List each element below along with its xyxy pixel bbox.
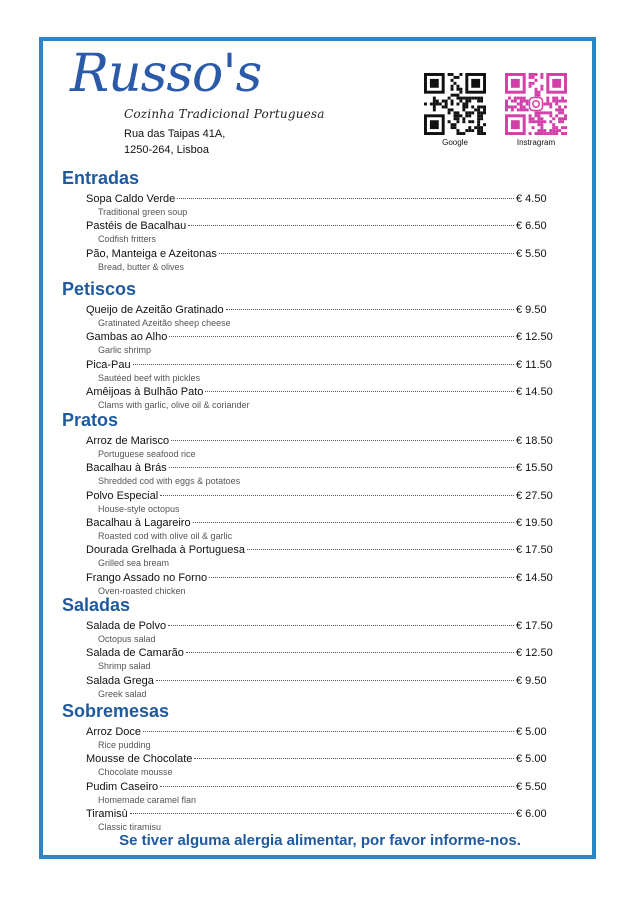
menu-item-description: Garlic shrimp: [98, 345, 152, 356]
menu-item-name: Arroz Doce: [86, 726, 142, 738]
menu-item-description: Shredded cod with eggs & potatoes: [98, 476, 241, 487]
section-title-petiscos: Petiscos: [62, 279, 137, 299]
menu-item-description: Greek salad: [98, 688, 147, 699]
dot-leader: [219, 253, 514, 254]
menu-item-name: Amêijoas à Bulhão Pato: [86, 385, 204, 398]
menu-item-name: Salada Grega: [86, 674, 154, 687]
restaurant-address: [124, 126, 225, 158]
menu-item-price: € 4.50: [516, 193, 547, 205]
menu-item: [86, 517, 556, 529]
dot-leader: [226, 309, 514, 310]
menu-item-description: Codfish fritters: [98, 234, 157, 245]
menu-item-description: Gratinated Azeitão sheep cheese: [98, 318, 231, 328]
menu-item: [86, 359, 556, 371]
menu-item: [86, 572, 556, 584]
menu-item-description: Shrimp salad: [98, 661, 151, 672]
menu-item-name: Salada de Polvo: [86, 620, 167, 632]
menu-item: [86, 781, 556, 793]
menu-item-price: € 6.50: [516, 220, 547, 233]
menu-item-description: Grilled sea bream: [98, 558, 170, 569]
section-title-sobremesas: Sobremesas: [62, 701, 170, 721]
allergy-notice: Se tiver alguma alergia alimentar, por favor informe-nos.: [119, 832, 521, 849]
address-line-1: Rua das Taipas 41A,: [124, 128, 226, 140]
dot-leader: [160, 786, 514, 787]
google-qr-code[interactable]: [424, 73, 486, 135]
menu-item-name: Bacalhau à Lagareiro: [86, 516, 191, 529]
menu-item-name: Pudim Caseiro: [86, 780, 159, 793]
menu-item-price: € 9.50: [516, 304, 547, 316]
menu-item: [86, 248, 556, 260]
dot-leader: [193, 522, 514, 523]
dot-leader: [186, 652, 514, 653]
restaurant-logo: Russo's: [70, 44, 262, 104]
menu-item: [86, 753, 556, 765]
dot-leader: [188, 225, 514, 226]
menu-item-price: € 12.50: [516, 331, 553, 344]
menu-item: [86, 304, 556, 316]
menu-item-price: € 14.50: [516, 571, 553, 584]
menu-item-price: € 14.50: [516, 385, 553, 398]
dot-leader: [160, 495, 514, 496]
menu-item-name: Sopa Caldo Verde: [86, 193, 176, 205]
menu-item-description: Rice pudding: [98, 740, 151, 750]
menu-item-price: € 5.50: [516, 780, 547, 793]
menu-item: [86, 331, 556, 343]
dot-leader: [209, 577, 514, 578]
dot-leader: [133, 364, 514, 365]
menu-item: [86, 647, 556, 659]
address-line-2: 1250-264, Lisboa: [124, 144, 210, 156]
menu-item-description: Classic tiramisu: [98, 821, 162, 832]
menu-item-price: € 17.50: [516, 620, 553, 632]
menu-item-price: € 17.50: [516, 544, 553, 557]
dot-leader: [169, 467, 514, 468]
menu-item-price: € 27.50: [516, 489, 553, 502]
menu-item: [86, 544, 556, 556]
menu-item-price: € 5.50: [516, 247, 547, 260]
menu-item-name: Pão, Manteiga e Azeitonas: [86, 247, 217, 260]
menu-item: [86, 726, 556, 738]
menu-item-price: € 11.50: [516, 358, 552, 371]
section-title-pratos: Pratos: [62, 410, 119, 430]
dot-leader: [168, 625, 514, 626]
instagram-icon: [530, 98, 543, 111]
menu-item-description: Clams with garlic, olive oil & coriander: [98, 399, 250, 410]
menu-item-name: Salada de Camarão: [86, 647, 184, 660]
menu-item-description: Oven-roasted chicken: [98, 585, 186, 596]
dot-leader: [156, 680, 514, 681]
menu-item-price: € 12.50: [516, 647, 553, 660]
dot-leader: [143, 731, 514, 732]
menu-item-name: Frango Assado no Forno: [86, 571, 208, 584]
menu-item-name: Dourada Grelhada à Portuguesa: [86, 544, 245, 557]
menu-item-description: Portuguese seafood rice: [98, 449, 196, 459]
menu-item-price: € 19.50: [516, 516, 553, 529]
menu-item-description: Octopus salad: [98, 634, 156, 644]
menu-item-description: Homemade caramel flan: [98, 794, 197, 805]
menu-item-price: € 15.50: [516, 462, 553, 475]
menu-item: [86, 620, 556, 632]
section-title-entradas: Entradas: [62, 168, 140, 188]
menu-item-name: Tiramisù: [86, 807, 128, 820]
menu-item-price: € 5.00: [516, 753, 547, 766]
menu-item: [86, 386, 556, 398]
instagram-qr-code[interactable]: [505, 73, 567, 135]
menu-item-name: Pastéis de Bacalhau: [86, 220, 187, 233]
menu-item: [86, 808, 556, 820]
menu-item: [86, 193, 556, 205]
menu-item-description: Sautéed beef with pickles: [98, 372, 201, 383]
dot-leader: [205, 391, 514, 392]
menu-item: [86, 220, 556, 232]
instagram-qr-label: Instragram: [516, 138, 556, 147]
menu-item-name: Arroz de Marisco: [86, 435, 170, 447]
dot-leader: [247, 549, 514, 550]
dot-leader: [169, 336, 514, 337]
menu-item-name: Polvo Especial: [86, 489, 159, 502]
menu-item-description: Roasted cod with olive oil & garlic: [98, 530, 233, 541]
dot-leader: [130, 813, 514, 814]
dot-leader: [177, 198, 514, 199]
menu-item-name: Queijo de Azeitão Gratinado: [86, 304, 224, 316]
menu-item: [86, 435, 556, 447]
menu-item-price: € 5.00: [516, 726, 547, 738]
menu-item-name: Mousse de Chocolate: [86, 753, 193, 766]
menu-item-price: € 9.50: [516, 674, 547, 687]
section-title-saladas: Saladas: [62, 595, 131, 615]
restaurant-tagline: Cozinha Tradicional Portuguesa: [124, 107, 325, 121]
menu-item-name: Bacalhau à Brás: [86, 462, 167, 475]
menu-item-price: € 18.50: [516, 435, 553, 447]
menu-item-price: € 6.00: [516, 807, 547, 820]
menu-item-description: Bread, butter & olives: [98, 261, 185, 272]
dot-leader: [194, 758, 514, 759]
menu-item: [86, 490, 556, 502]
google-qr-label: Google: [442, 138, 468, 147]
menu-item: [86, 462, 556, 474]
menu-item-name: Pica-Pau: [86, 358, 131, 371]
menu-item-description: House-style octopus: [98, 503, 180, 514]
menu-item: [86, 675, 556, 687]
menu-item-description: Chocolate mousse: [98, 767, 173, 778]
menu-item-description: Traditional green soup: [98, 207, 188, 217]
dot-leader: [171, 440, 514, 441]
menu-item-name: Gambas ao Alho: [86, 331, 168, 344]
